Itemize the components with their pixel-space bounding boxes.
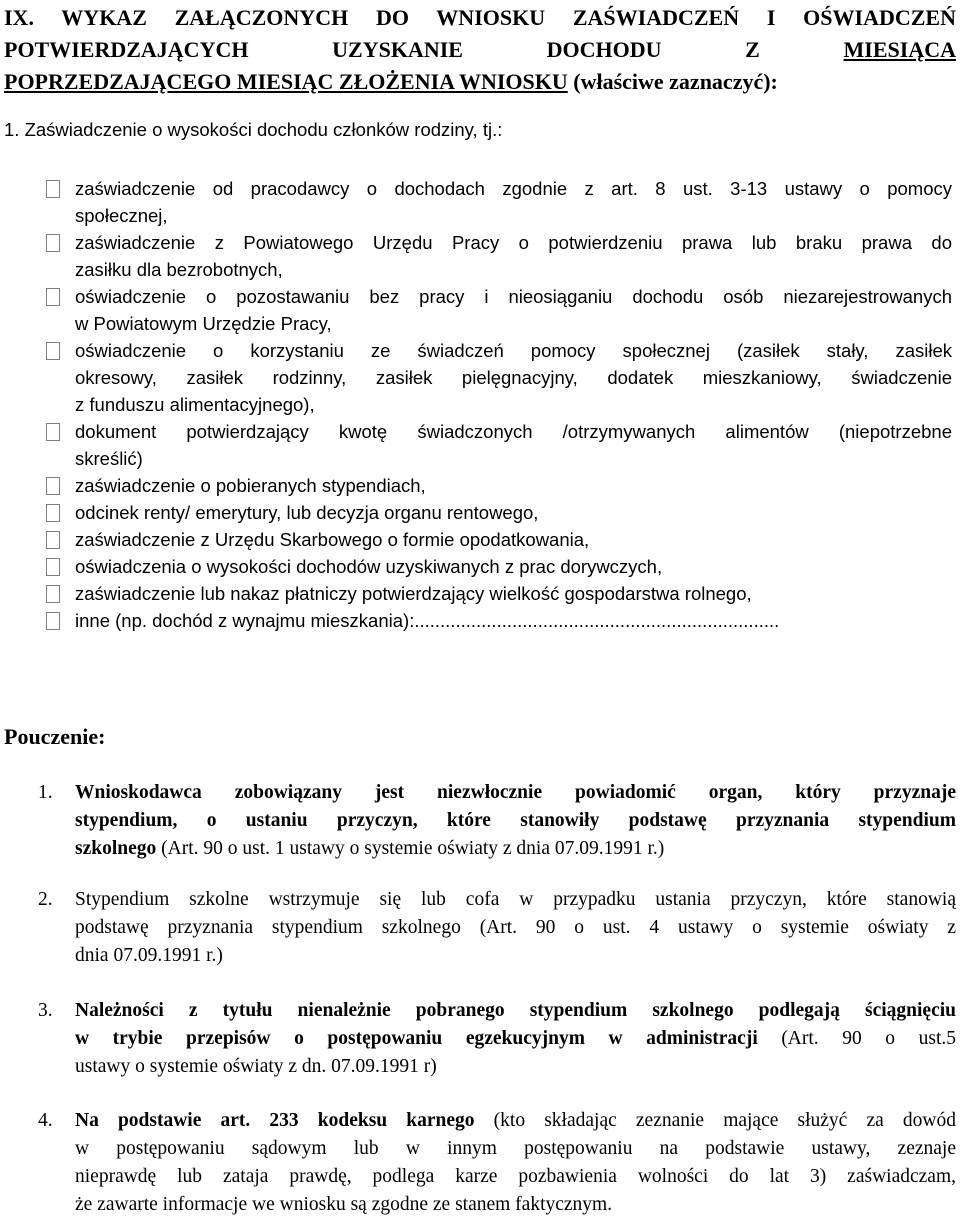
checklist-item-social-benefits-line2: okresowy, zasiłek rodzinny, zasiłek pielęgnacyjny, dodatek mieszkaniowy, świadczenie — [75, 367, 952, 388]
checkbox-unemployed-statement[interactable] — [46, 288, 60, 306]
note-1-line-1-text: Wnioskodawca zobowiązany jest niezwłocznie powiadomić organ, który przyznaje — [75, 782, 956, 803]
note-1-line-3 — [75, 835, 956, 863]
heading-line-3 — [4, 66, 956, 98]
note-1-line-3-bold: szkolnego — [75, 838, 157, 859]
heading-underlined-period: POPRZEDZAJĄCEGO MIESIĄC ZŁOŻENIA WNIOSKU — [4, 69, 568, 94]
checklist-item-scholarship: zaświadczenie o pobieranych stypendiach, — [75, 475, 426, 496]
checkbox-social-benefits-statement[interactable] — [46, 342, 60, 360]
note-4-line-4: że zawarte informacje we wniosku są zgodne ze stanem faktycznym. — [75, 1194, 613, 1215]
checkbox-employer-certificate[interactable] — [46, 180, 60, 198]
checkbox-other-income[interactable] — [46, 612, 60, 630]
checkbox-alimony-document[interactable] — [46, 423, 60, 441]
checklist-item-tax-office: zaświadczenie z Urzędu Skarbowego o formie opodatkowania, — [75, 529, 590, 550]
note-2-line-3: dnia 07.09.1991 r.) — [75, 945, 223, 966]
note-4-line-1-bold: Na podstawie art. 233 kodeksu karnego — [75, 1110, 475, 1131]
income-certificate-intro: 1. Zaświadczenie o wysokości dochodu członków rodziny, tj.: — [4, 119, 503, 140]
checkbox-scholarship-certificate[interactable] — [46, 477, 60, 495]
section-heading — [4, 2, 956, 98]
note-1-line-1 — [75, 779, 956, 807]
note-2-line-2: podstawę przyznania stypendium szkolnego (Art. 90 o ust. 4 ustawy o systemie oświaty z — [75, 917, 956, 938]
checkbox-farm-size-certificate[interactable] — [46, 585, 60, 603]
note-number: 1. — [38, 782, 53, 803]
note-number: 3. — [38, 1000, 53, 1021]
heading-line-2 — [4, 34, 956, 66]
checklist-item-unemployed-line2: w Powiatowym Urzędzie Pracy, — [75, 313, 332, 334]
checklist-item-employer-line2: społecznej, — [75, 205, 168, 226]
checklist-item-pension: odcinek renty/ emerytury, lub decyzja organu rentowego, — [75, 502, 539, 523]
heading-underlined-month: MIESIĄCA — [843, 37, 956, 62]
note-1-line-3-rest: (Art. 90 o ust. 1 ustawy o systemie oświaty z dnia 07.09.1991 r.) — [156, 838, 665, 859]
note-3-line-1-text: Należności z tytułu nienależnie pobranego stypendium szkolnego podlegają ściągnięciu — [75, 1000, 956, 1021]
checklist-item-employer-line1: zaświadczenie od pracodawcy o dochodach zgodnie z art. 8 ust. 3-13 ustawy o pomocy — [75, 178, 952, 199]
checkbox-casual-work-statement[interactable] — [46, 558, 60, 576]
note-1-line-2-text: stypendium, o ustaniu przyczyn, które stanowiły podstawę przyznania stypendium — [75, 810, 956, 831]
note-2-line-1: Stypendium szkolne wstrzymuje się lub cofa w przypadku ustania przyczyn, które stanowią — [75, 889, 956, 910]
note-3-line-2 — [75, 1025, 956, 1053]
note-4-line-1 — [75, 1107, 956, 1135]
note-4-line-1-rest: (kto składając zeznanie mające służyć za dowód — [474, 1110, 956, 1131]
checklist-item-alimony-line2: skreślić) — [75, 448, 143, 469]
note-3-line-3: ustawy o systemie oświaty z dn. 07.09.1991 r) — [75, 1056, 437, 1077]
note-1-line-2 — [75, 807, 956, 835]
note-3-line-2-bold: w trybie przepisów o postępowaniu egzekucyjnym w administracji — [75, 1028, 758, 1049]
checkbox-pension-document[interactable] — [46, 504, 60, 522]
heading-instruction: (właściwe zaznaczyć): — [567, 69, 778, 94]
checkbox-labour-office-certificate[interactable] — [46, 234, 60, 252]
heading-line-2-text: POTWIERDZAJĄCYCH UZYSKANIE DOCHODU Z — [4, 37, 844, 62]
checklist-item-unemployed-line1: oświadczenie o pozostawaniu bez pracy i nieosiąganiu dochodu osób niezarejestrowanych — [75, 286, 952, 307]
note-number: 2. — [38, 889, 53, 910]
note-4-line-3: nieprawdę lub zataja prawdę, podlega karze pozbawienia wolności do lat 3) zaświadczam, — [75, 1166, 956, 1187]
checklist-item-social-benefits-line3: z funduszu alimentacyjnego), — [75, 394, 315, 415]
instructions-title: Pouczenie: — [4, 724, 106, 749]
checklist-item-labour-office-line1: zaświadczenie z Powiatowego Urzędu Pracy o potwierdzeniu prawa lub braku prawa do — [75, 232, 952, 253]
checklist-item-other: inne (np. dochód z wynajmu mieszkania):....................................................................... — [75, 610, 780, 631]
checklist-item-labour-office-line2: zasiłku dla bezrobotnych, — [75, 259, 283, 280]
heading-line-1: IX. WYKAZ ZAŁĄCZONYCH DO WNIOSKU ZAŚWIADCZEŃ I OŚWIADCZEŃ — [4, 5, 956, 30]
checklist-item-alimony-line1: dokument potwierdzający kwotę świadczonych /otrzymywanych alimentów (niepotrzebne — [75, 421, 952, 442]
note-3-line-1 — [75, 997, 956, 1025]
checklist-item-farm-size: zaświadczenie lub nakaz płatniczy potwierdzający wielkość gospodarstwa rolnego, — [75, 583, 752, 604]
note-3-line-2-rest: (Art. 90 o ust.5 — [757, 1028, 956, 1049]
checklist-item-casual-work: oświadczenia o wysokości dochodów uzyskiwanych z prac dorywczych, — [75, 556, 663, 577]
note-4-line-2: w postępowaniu sądowym lub w innym postępowaniu na podstawie ustawy, zeznaje — [75, 1138, 956, 1159]
checklist-item-social-benefits-line1: oświadczenie o korzystaniu ze świadczeń pomocy społecznej (zasiłek stały, zasiłek — [75, 340, 952, 361]
note-number: 4. — [38, 1110, 53, 1131]
checkbox-tax-office-certificate[interactable] — [46, 531, 60, 549]
